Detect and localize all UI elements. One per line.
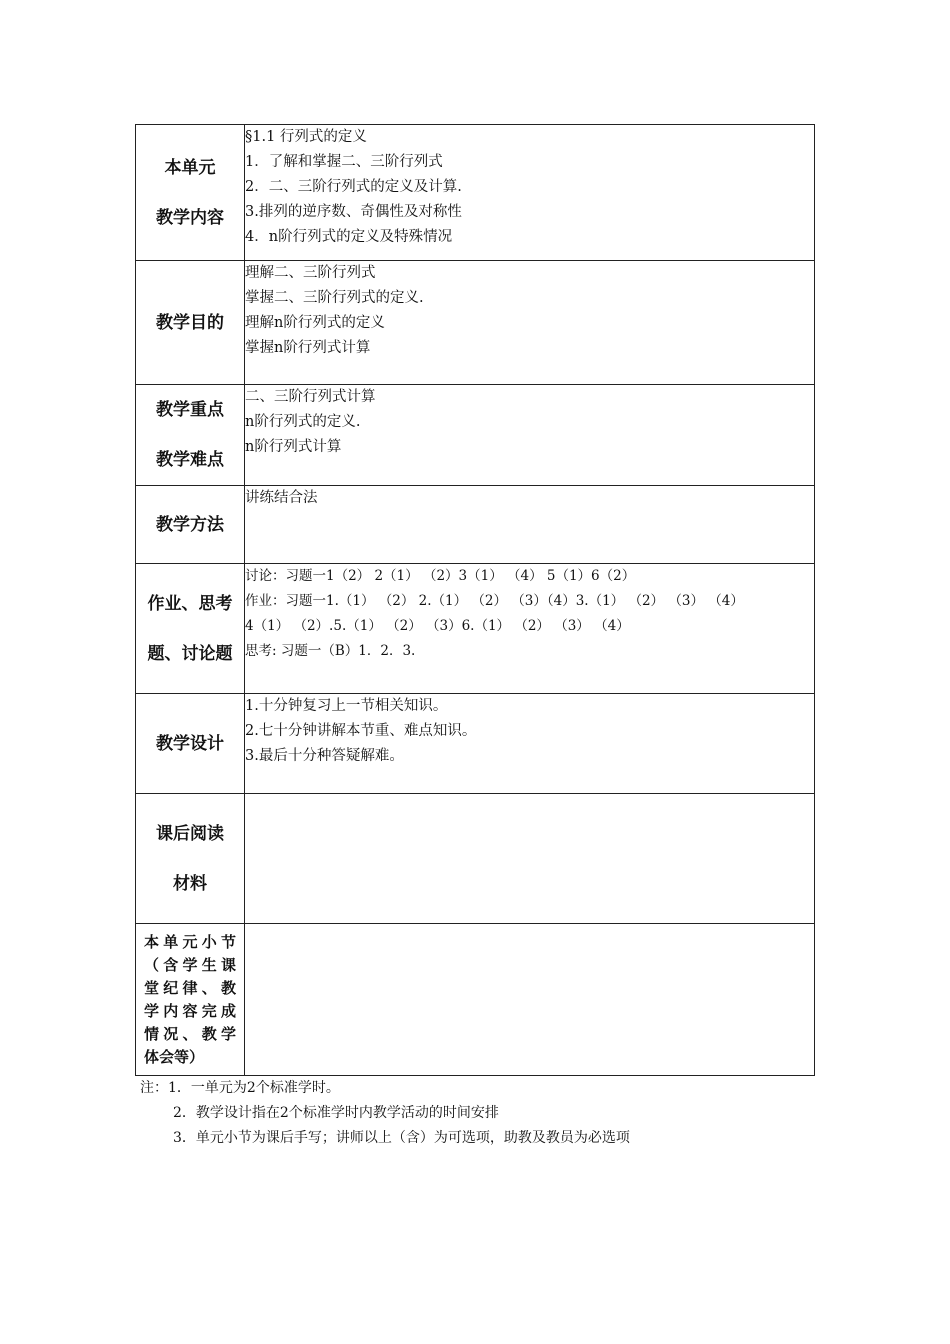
content-line: 思考: 习题一（B）1．2．3.	[245, 643, 416, 659]
label-line: 教学设计	[156, 733, 224, 754]
label-line: 堂纪律、教	[144, 978, 236, 997]
content-unit-summary	[245, 924, 815, 1076]
label-line: 作业、思考	[147, 593, 233, 614]
label-line: 教学目的	[156, 312, 224, 333]
content-line: §1.1 行列式的定义	[245, 129, 367, 145]
content-line: n阶行列式计算	[245, 439, 342, 455]
content-line: 4（1） （2）.5.（1） （2） （3）6.（1） （2） （3） （4）	[245, 618, 630, 634]
row-teaching-goal	[136, 261, 815, 385]
row-teaching-design	[136, 694, 815, 794]
content-line: 讨论：习题一1（2） 2（1） （2）3（1） （4） 5（1）6（2）	[245, 568, 636, 584]
teaching-plan-table	[135, 124, 815, 1076]
content-teaching-method	[245, 486, 815, 564]
row-homework	[136, 564, 815, 694]
footnotes	[140, 1076, 630, 1151]
content-homework	[245, 564, 815, 694]
content-line: 3.排列的逆序数、奇偶性及对称性	[245, 204, 462, 220]
content-line: 掌握二、三阶行列式的定义.	[245, 290, 424, 306]
label-line: 情况、教学	[144, 1024, 236, 1043]
label-line: 体会等）	[144, 1047, 205, 1066]
content-line: 理解二、三阶行列式	[245, 265, 376, 281]
row-unit-summary	[136, 924, 815, 1076]
content-line: 作业：习题一1.（1） （2） 2.（1） （2） （3）（4）3.（1） （2） （3） （4）	[245, 593, 744, 609]
content-line: 3.最后十分种答疑解难。	[245, 748, 404, 764]
content-key-points	[245, 385, 815, 486]
content-line: 理解n阶行列式的定义	[245, 315, 385, 331]
content-unit-content	[245, 125, 815, 261]
label-reading-materials	[136, 794, 245, 924]
content-teaching-goal	[245, 261, 815, 385]
label-unit-content	[136, 125, 245, 261]
label-line: 本单元	[164, 157, 216, 178]
row-unit-content	[136, 125, 815, 261]
label-line: 题、讨论题	[147, 643, 233, 664]
label-line: 本单元小节	[144, 932, 236, 951]
content-line: 讲练结合法	[245, 490, 318, 506]
label-teaching-goal	[136, 261, 245, 385]
label-line: 教学重点	[156, 400, 224, 420]
footnote-line: 3．单元小节为课后手写；讲师以上（含）为可选项，助教及教员为必选项	[173, 1130, 630, 1146]
label-homework	[136, 564, 245, 694]
content-line: 2．二、三阶行列式的定义及计算.	[245, 179, 462, 195]
label-teaching-design	[136, 694, 245, 794]
row-key-points	[136, 385, 815, 486]
label-line: 教学方法	[156, 514, 224, 535]
content-line: 4．n阶行列式的定义及特殊情况	[245, 229, 453, 245]
label-unit-summary	[136, 924, 245, 1076]
label-line: 课后阅读	[156, 823, 224, 844]
label-line: 材料	[173, 873, 207, 894]
label-teaching-method	[136, 486, 245, 564]
label-line: 教学难点	[156, 450, 224, 470]
content-line: 1．了解和掌握二、三阶行列式	[245, 154, 443, 170]
label-key-points	[136, 385, 245, 486]
content-reading-materials	[245, 794, 815, 924]
content-line: n阶行列式的定义.	[245, 414, 361, 430]
label-line: 学内容完成	[144, 1001, 236, 1020]
footnote-line: 2．教学设计指在2个标准学时内教学活动的时间安排	[173, 1105, 499, 1121]
footnote-line: 注：1．一单元为2个标准学时。	[140, 1080, 340, 1096]
label-line: （含学生课	[144, 955, 236, 974]
content-line: 二、三阶行列式计算	[245, 389, 376, 405]
content-line: 掌握n阶行列式计算	[245, 340, 371, 356]
label-line: 教学内容	[156, 207, 224, 228]
content-line: 2.七十分钟讲解本节重、难点知识。	[245, 723, 477, 739]
content-teaching-design	[245, 694, 815, 794]
row-reading-materials	[136, 794, 815, 924]
content-line: 1.十分钟复习上一节相关知识。	[245, 698, 448, 714]
row-teaching-method	[136, 486, 815, 564]
